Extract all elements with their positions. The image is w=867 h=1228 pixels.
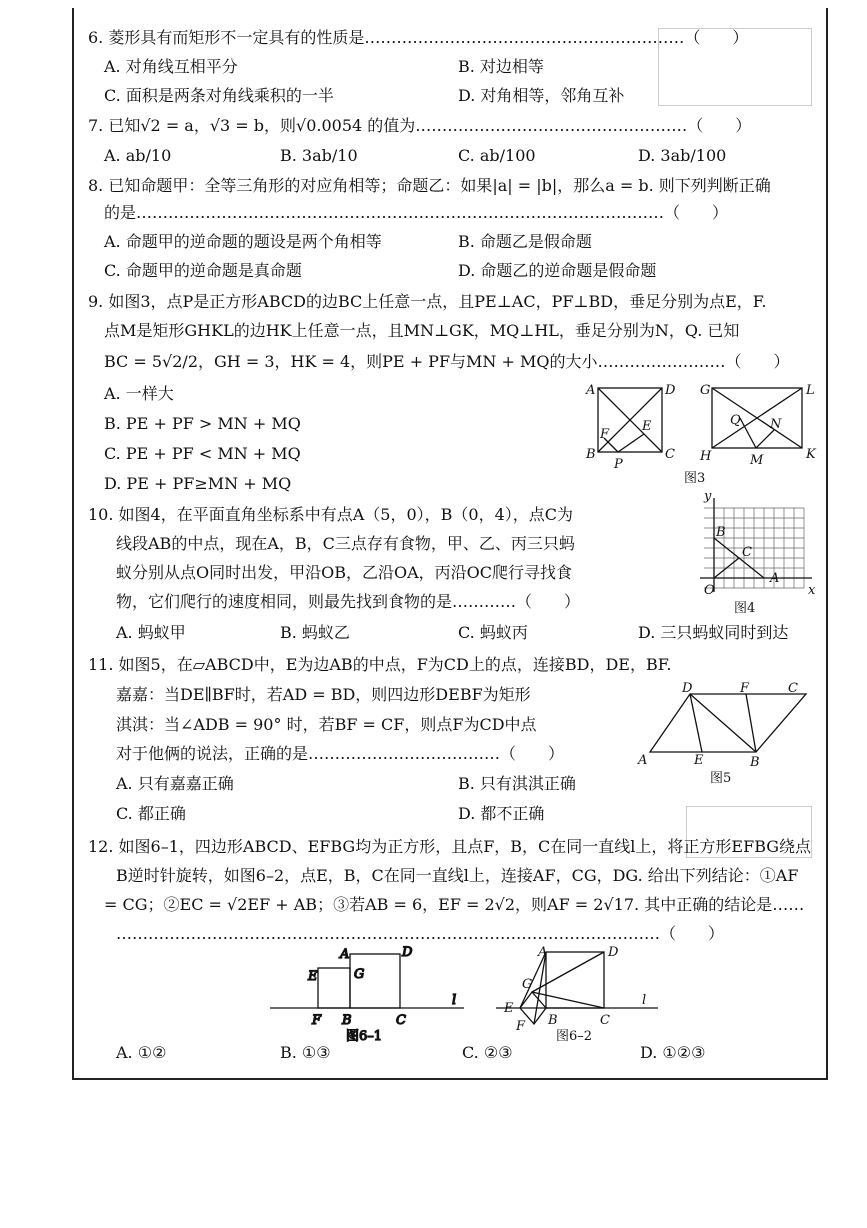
q10-option-a: A. 蚂蚁甲 [116,623,186,642]
q8-stem-line2: 的是………………………………………………………………………………………（ ） [104,203,729,222]
q7-stem: 7. 已知√2 = a，√3 = b，则√0.0054 的值为……………………………………………（ ） [88,116,752,135]
fig3-label-p: P [614,457,623,472]
q8-stem-line1: 8. 已知命题甲：全等三角形的对应角相等；命题乙：如果|a| = |b|，那么a = b. 则下列判断正确 [88,176,771,195]
q11-option-b: B. 只有淇淇正确 [458,774,576,793]
fig3-label-a: A [586,383,596,398]
fig3-label-d: D [665,383,676,398]
fig4-label-o: O [704,583,715,598]
fig3-label-n: N [770,417,782,432]
fig5-label-e: E [694,753,704,768]
figure-4 [686,490,820,618]
q11-stem-line4: 对于他俩的说法，正确的是………………………………（ ） [116,744,565,763]
fig4-label-c: C [742,545,752,560]
fig62-caption: 图6–2 [556,1029,593,1044]
q9-option-a: A. 一样大 [104,384,174,403]
figure-6-1 [268,944,468,1044]
fig5-label-a: A [638,753,648,768]
fig61-label-a: A [340,947,350,962]
fig61-label-e: E [308,969,318,984]
q6-option-a: A. 对角线互相平分 [104,57,238,76]
q10-stem-line4: 物，它们爬行的速度相同，则最先找到食物的是…………（ ） [116,592,581,611]
fig3-label-e: E [642,419,652,434]
fig61-caption: 图6–1 [346,1029,383,1044]
q10-stem-line1: 10. 如图4，在平面直角坐标系中有点A（5，0），B（0，4），点C为 [88,505,573,524]
fig62-label-e: E [504,1001,514,1016]
q8-option-d: D. 命题乙的逆命题是假命题 [458,261,657,280]
fig4-label-b: B [716,525,726,540]
q9-stem-line2: 点M是矩形GHKL的边HK上任意一点，且MN⊥GK，MQ⊥HL，垂足分别为N，Q. 已知 [104,321,740,340]
q10-option-b: B. 蚂蚁乙 [280,623,350,642]
q9-option-b: B. PE + PF > MN + MQ [104,414,301,433]
fig3-label-q: Q [730,413,741,428]
fig4-label-a: A [770,571,780,586]
q12-stem-line2: B逆时针旋转，如图6–2，点E，B，C在同一直线l上，连接AF，CG，DG. 给出下列结论：①AF [116,866,799,885]
fig3-label-k: K [806,447,816,462]
fig4-label-y: y [704,490,712,504]
q12-stem-line1: 12. 如图6–1，四边形ABCD、EFBG均为正方形，且点F，B，C在同一直线l上，将正方形EFBG绕点 [88,837,812,856]
fig61-label-l: l [452,993,457,1008]
q12-option-d: D. ①②③ [640,1043,706,1062]
figure-5 [630,680,820,790]
fig62-label-d: D [608,945,619,960]
fig62-label-g: G [522,977,533,992]
fig3-label-g: G [700,383,711,398]
fig3-label-b: B [586,447,596,462]
q7-option-c: C. ab/100 [458,146,536,165]
fig5-label-b: B [750,755,760,770]
fig62-label-l: l [642,993,647,1008]
q12-stem-line4: …………………………………………………………………………………………（ ） [116,924,725,943]
figure-6-2 [492,944,662,1044]
q11-option-a: A. 只有嘉嘉正确 [116,774,234,793]
fig61-label-c: C [396,1013,406,1028]
q9-stem-line1: 9. 如图3，点P是正方形ABCD的边BC上任意一点，且PE⊥AC，PF⊥BD，垂足分别为点E，F. [88,292,767,311]
fig5-label-d: D [682,681,693,696]
fig61-label-f: F [312,1013,322,1028]
q11-stem-line3: 淇淇：当∠ADB = 90° 时，若BF = CF，则点F为CD中点 [116,715,537,734]
fig62-label-f: F [516,1019,526,1034]
fig62-label-a: A [538,945,548,960]
figure-3 [580,378,820,488]
fig3-label-h: H [700,449,712,464]
q7-option-a: A. ab/10 [104,146,172,165]
fig3-caption: 图3 [684,471,706,486]
q11-stem-line1: 11. 如图5，在▱ABCD中，E为边AB的中点，F为CD上的点，连接BD，DE，BF. [88,655,672,674]
fig62-label-c: C [600,1013,610,1028]
fig5-caption: 图5 [710,771,732,786]
q7-option-b: B. 3ab/10 [280,146,358,165]
fig3-label-m: M [750,453,764,468]
q6-stem: 6. 菱形具有而矩形不一定具有的性质是……………………………………………………（ ） [88,28,749,47]
q7-option-d: D. 3ab/100 [638,146,727,165]
fig5-label-f: F [740,681,750,696]
fig4-caption: 图4 [734,601,756,616]
q8-option-b: B. 命题乙是假命题 [458,232,592,251]
fig3-label-l: L [806,383,815,398]
q11-stem-line2: 嘉嘉：当DE∥BF时，若AD = BD，则四边形DEBF为矩形 [116,685,531,704]
q9-option-c: C. PE + PF < MN + MQ [104,444,301,463]
fig4-label-x: x [808,583,816,598]
fig62-label-b: B [548,1013,558,1028]
q10-stem-line3: 蚁分别从点O同时出发，甲沿OB，乙沿OA，丙沿OC爬行寻找食 [116,563,573,582]
q6-option-d: D. 对角相等，邻角互补 [458,86,625,105]
fig5-label-c: C [788,681,798,696]
q10-stem-line2: 线段AB的中点，现在A，B，C三点存有食物，甲、乙、丙三只蚂 [116,534,575,553]
q8-option-a: A. 命题甲的逆命题的题设是两个角相等 [104,232,382,251]
q9-stem-line3: BC = 5√2/2，GH = 3，HK = 4，则PE + PF与MN + MQ的大小……………………（ ） [104,352,790,371]
q12-option-b: B. ①③ [280,1043,331,1062]
q11-option-c: C. 都正确 [116,804,186,823]
fig61-label-d: D [402,945,413,960]
q11-option-d: D. 都不正确 [458,804,545,823]
fig61-label-b: B [342,1013,352,1028]
q8-option-c: C. 命题甲的逆命题是真命题 [104,261,302,280]
q6-option-b: B. 对边相等 [458,57,544,76]
fig61-label-g: G [354,967,365,982]
q6-option-c: C. 面积是两条对角线乘积的一半 [104,86,334,105]
fig3-label-f: F [600,427,610,442]
q9-option-d: D. PE + PF≥MN + MQ [104,474,292,493]
q10-option-c: C. 蚂蚁丙 [458,623,528,642]
q12-stem-line3: = CG；②EC = √2EF + AB；③若AB = 6，EF = 2√2，则AF = 2√17. 其中正确的结论是…… [104,895,805,914]
q10-option-d: D. 三只蚂蚁同时到达 [638,623,789,642]
q12-option-a: A. ①② [116,1043,167,1062]
q12-option-c: C. ②③ [462,1043,513,1062]
fig3-label-c: C [665,447,675,462]
